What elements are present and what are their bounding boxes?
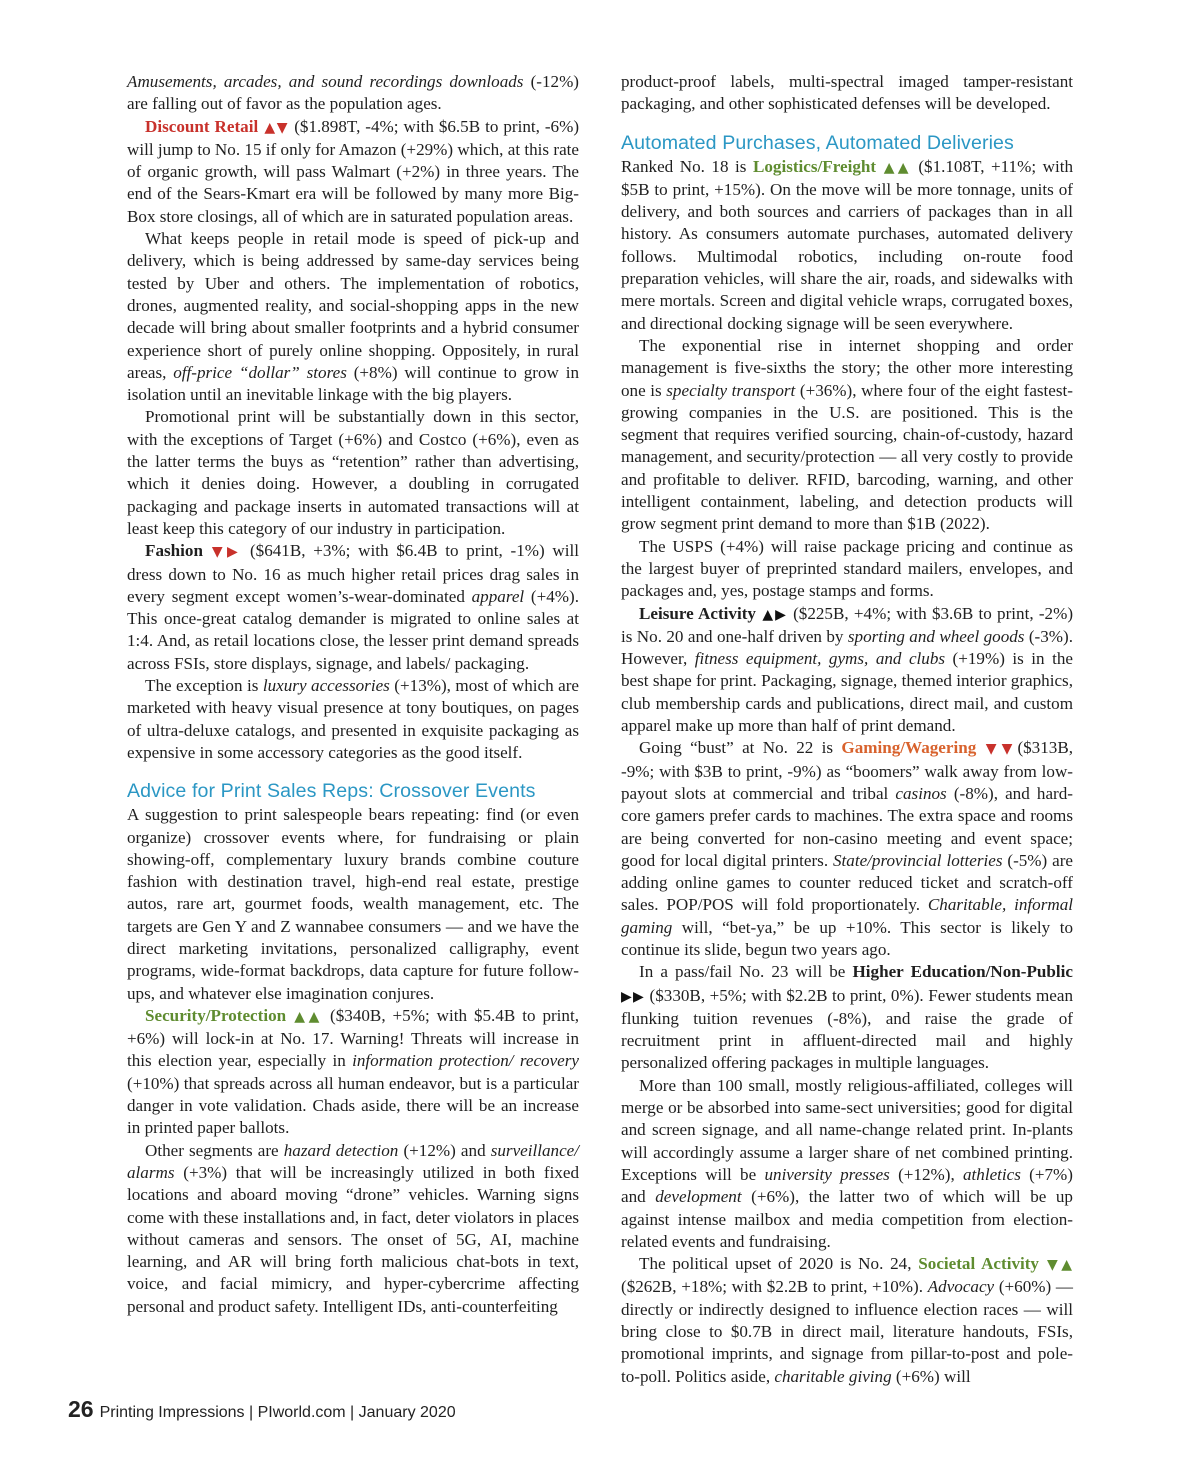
body-paragraph (621, 536, 1073, 603)
right-column (621, 71, 1073, 1388)
italic-term: apparel (471, 586, 525, 606)
paragraph-text: (+7%) and (621, 1164, 1073, 1207)
segment-keyword: Logistics/Freight (752, 156, 877, 176)
paragraph-text: (+8%) will continue to grow in isolation until an inevitable linkage with the big players. (127, 362, 579, 405)
paragraph-text: ($340B, +5%; with $5.4B to print, +6%) will lock-in at No. 17. Warning! Threats will increase in this election year, especially in (127, 1005, 579, 1071)
body-paragraph (621, 603, 1073, 738)
body-paragraph (127, 1005, 579, 1140)
trend-arrows-icon: ▲▲ (286, 1008, 324, 1025)
italic-term: development (655, 1187, 742, 1207)
body-paragraph (127, 228, 579, 406)
paragraph-text: will, “bet-ya,” be up +10%. This sector is likely to continue its slide, begun two years ago. (621, 917, 1073, 959)
body-paragraph (127, 675, 579, 764)
italic-term: luxury accessories (262, 676, 390, 696)
body-paragraph (621, 961, 1073, 1074)
body-paragraph (621, 1253, 1073, 1388)
paragraph-text: Ranked No. 18 is (621, 156, 753, 176)
paragraph-text: Going “bust” at No. 22 is (639, 738, 842, 758)
body-paragraph (127, 1140, 579, 1318)
paragraph-text: ($641B, +3%; with $6.4B to print, -1%) will dress down to No. 16 as much higher retail prices drag sales in every segment except women’s-wear-dominated (127, 541, 579, 606)
page-number: 26 (68, 1396, 94, 1422)
italic-term: Amusements, arcades, and sound recordings downloads (127, 72, 524, 91)
body-paragraph (621, 1075, 1073, 1253)
paragraph-text: ($225B, +4%; with $3.6B to print, -2%) is No. 20 and one-half driven by (621, 603, 1074, 646)
italic-term: specialty transport (666, 380, 796, 400)
paragraph-text: (-12%) are falling out of favor as the population ages. (127, 72, 580, 114)
italic-term: Advocacy (927, 1277, 995, 1297)
italic-term: athletics (963, 1164, 1021, 1184)
italic-term: Charitable, informal gaming (621, 895, 1073, 937)
segment-keyword: Societal Activity (918, 1254, 1039, 1274)
body-paragraph (127, 71, 579, 116)
italic-term: fitness equipment, gyms, and clubs (694, 649, 946, 669)
paragraph-text: ($1.108T, +11%; with $5B to print, +15%). On the move will be more tonnage, units of delivery, and both sources and carriers of packages than in all history. As consumers automate purchases, automated delivery follows. Multimodal robotics, including on-route food preparation vehicles, will share the air, roads, and sidewalks with mere mortals. Screen and digital vehicle wraps, corrugated boxes, and directional docking signage will be seen everywhere. (621, 156, 1073, 333)
trend-arrows-icon: ▼▲ (1038, 1257, 1073, 1274)
paragraph-text: ($262B, +18%; with $2.2B to print, +10%). (621, 1277, 928, 1297)
paragraph-text: What keeps people in retail mode is speed of pick-up and delivery, which is being addressed by same-day services being tested by Uber and others. The implementation of robotics, drones, augmented reality, and social-shopping apps in the new decade will bring about smaller footprints and a hybrid consumer experience short of purely online shopping. Oppositely, in rural areas, (127, 229, 579, 382)
paragraph-text: (+12%) and (398, 1140, 491, 1160)
section-heading: Automated Purchases, Automated Deliveries (621, 131, 1014, 154)
paragraph-text: (+36%), where four of the eight fastest-growing companies in the U.S. are positioned. This is the segment that requires verified sourcing, chain-of-custody, hazard management, and security/protection — all very costly to provide and profitable to deliver. RFID, barcoding, warning, and other intelligent containment, labeling, and detection products will grow segment print demand to more than $1B (2022). (621, 380, 1073, 534)
paragraph-text: (-5%) are adding online games to counter reduced ticket and scratch-off sales. POP/POS will fold proportionately. (621, 850, 1074, 915)
paragraph-text: A suggestion to print salespeople bears repeating: find (or even organize) crossover events where, for fundraising or plain showing-off, complementary luxury brands combine couture fashion with destination travel, high-end real estate, prestige autos, rare art, gourmet foods, wealth management, etc. The targets are Gen Y and Z wannabee consumers — and we have the direct marketing invitations, personalized calligraphy, event programs, wide-format backdrops, data capture for future follow-ups, and whatever else imagination conjures. (127, 805, 579, 1003)
page-footer (68, 1396, 456, 1423)
paragraph-text: ($1.898T, -4%; with $6.5B to print, -6%) will jump to No. 15 if only for Amazon (+29%) which, at this rate of organic growth, will pass Walmart (+2%) in three years. The end of the Sears-Kmart era will be followed by many more Big-Box store closings, all of which are in saturated population areas. (127, 116, 580, 226)
paragraph-text: The USPS (+4%) will raise package pricing and continue as the largest buyer of preprinted standard mailers, envelopes, and packages and, yes, postage stamps and forms. (621, 536, 1073, 601)
paragraph-text: The political upset of 2020 is No. 24, (639, 1254, 919, 1274)
trend-arrows-icon: ▶▶ (621, 988, 646, 1005)
body-paragraph (621, 71, 1073, 116)
paragraph-text: Promotional print will be substantially down in this sector, with the exceptions of Target (+6%) and Costco (+6%), even as the latter terms the buys as “retention” rather than advertising, which it denies doing. However, a doubling in corrugated packaging and package inserts in automated transactions will at least keep this category of our industry in participation. (127, 407, 579, 538)
body-paragraph (127, 540, 579, 675)
paragraph-text: (+6%), the latter two of which will be up against intense mailbox and media competition from election-related events and fundraising. (621, 1187, 1073, 1251)
italic-term: hazard detection (283, 1140, 399, 1160)
paragraph-text: (+10%) that spreads across all human endeavor, but is a particular danger in vote validation. Chads aside, there will be an increase in printed paper ballots. (127, 1073, 579, 1138)
body-paragraph (127, 804, 579, 1005)
paragraph-text: More than 100 small, mostly religious-affiliated, colleges will merge or be absorbed into same-sect universities; good for digital and screen signage, and all name-change related print. In-plants will accordingly assume a larger share of net combined printing. Exceptions will be (621, 1075, 1073, 1184)
italic-term: off-price “dollar” stores (173, 362, 347, 382)
italic-term: surveillance/ alarms (127, 1140, 580, 1182)
trend-arrows-icon: ▲▼ (258, 119, 290, 136)
trend-arrows-icon: ▼▼ (976, 741, 1018, 758)
trend-arrows-icon: ▲▶ (755, 606, 788, 623)
body-paragraph (621, 335, 1073, 536)
paragraph-text: In a pass/fail No. 23 will be (639, 962, 853, 982)
paragraph-text: ($313B, -9%; with $3B to print, -9%) as “boomers” walk away from low-payout slots at commercial and tribal (621, 738, 1073, 803)
body-paragraph (621, 737, 1073, 961)
segment-keyword: Leisure Activity (639, 603, 756, 623)
paragraph-text: The exception is (145, 676, 263, 696)
paragraph-text: (+3%) that will be increasingly utilized in both fixed locations and aboard moving “drone” vehicles. Warning signs come with these installations and, in fact, deter violators in places without cameras and sensors. The onset of 5G, AI, machine learning, and AR will bring forth malicious chat-bots in text, voice, and facial mimicry, and hyper-cybercrime affecting personal and product safety. Intelligent IDs, anti-counterfeiting (127, 1162, 579, 1316)
trend-arrows-icon: ▲▲ (876, 159, 912, 176)
paragraph-text: (+12%), (889, 1164, 963, 1184)
paragraph-text: (-8%), and hard-core gamers prefer cards to machines. The extra space and rooms are being converted for non-casino meeting and event space; good for local digital printers. (621, 783, 1073, 870)
paragraph-text: (+60%) — directly or indirectly designed to influence election races — will bring close to $0.7B in direct mail, literature handouts, FSIs, promotional imprints, and signage from pillar-to-post and pole-to-poll. Politics aside, (621, 1277, 1073, 1386)
italic-term: university presses (764, 1164, 890, 1184)
body-paragraph (621, 156, 1073, 335)
paragraph-text: (+4%). This once-great catalog demander is migrated to online sales at 1:4. And, as retail locations close, the lesser print demand spreads across FSIs, store displays, signage, and labels/ packaging. (127, 586, 579, 673)
footer-publication-line: Printing Impressions | PIworld.com | January 2020 (99, 1404, 456, 1421)
section-heading: Advice for Print Sales Reps: Crossover Events (127, 780, 536, 803)
paragraph-text: Other segments are (145, 1140, 284, 1160)
body-paragraph (127, 406, 579, 540)
segment-keyword: Fashion (145, 541, 203, 561)
italic-term: information protection/ recovery (352, 1051, 579, 1071)
segment-keyword: Discount Retail (145, 116, 259, 136)
paragraph-text: product-proof labels, multi-spectral imaged tamper-resistant packaging, and other sophisticated defenses will be developed. (621, 72, 1073, 114)
paragraph-text: (-3%). However, (621, 626, 1073, 669)
left-column (127, 71, 579, 1318)
paragraph-text: (+13%), most of which are marketed with heavy visual presence at tony boutiques, on pages of ultra-deluxe catalogs, and presented in exquisite packaging as expensive in some accessory categories as the good itself. (127, 676, 579, 762)
body-paragraph (127, 116, 579, 228)
paragraph-text: The exponential rise in internet shopping and order management is five-sixths the story; the other more interesting one is (621, 335, 1073, 400)
italic-term: casinos (895, 783, 947, 803)
italic-term: charitable giving (774, 1366, 892, 1386)
paragraph-text: ($330B, +5%; with $2.2B to print, 0%). Fewer students mean flunking tuition revenues (-8%), and raise the grade of recruitment print in affluent-directed mail and highly personalized offering packages in multiple languages. (621, 985, 1073, 1073)
italic-term: State/provincial lotteries (833, 850, 1003, 870)
paragraph-text: (+19%) is in the best shape for print. Packaging, signage, themed interior graphics, club membership cards and publications, direct mail, and custom apparel make up more than half of print demand. (621, 649, 1073, 736)
paragraph-text: (+6%) will (891, 1366, 971, 1386)
segment-keyword: Higher Education/Non-Public (852, 962, 1073, 982)
segment-keyword: Gaming/Wagering (841, 738, 977, 758)
italic-term: sporting and wheel goods (847, 626, 1025, 646)
trend-arrows-icon: ▼▶ (202, 544, 243, 561)
segment-keyword: Security/Protection (145, 1005, 287, 1025)
